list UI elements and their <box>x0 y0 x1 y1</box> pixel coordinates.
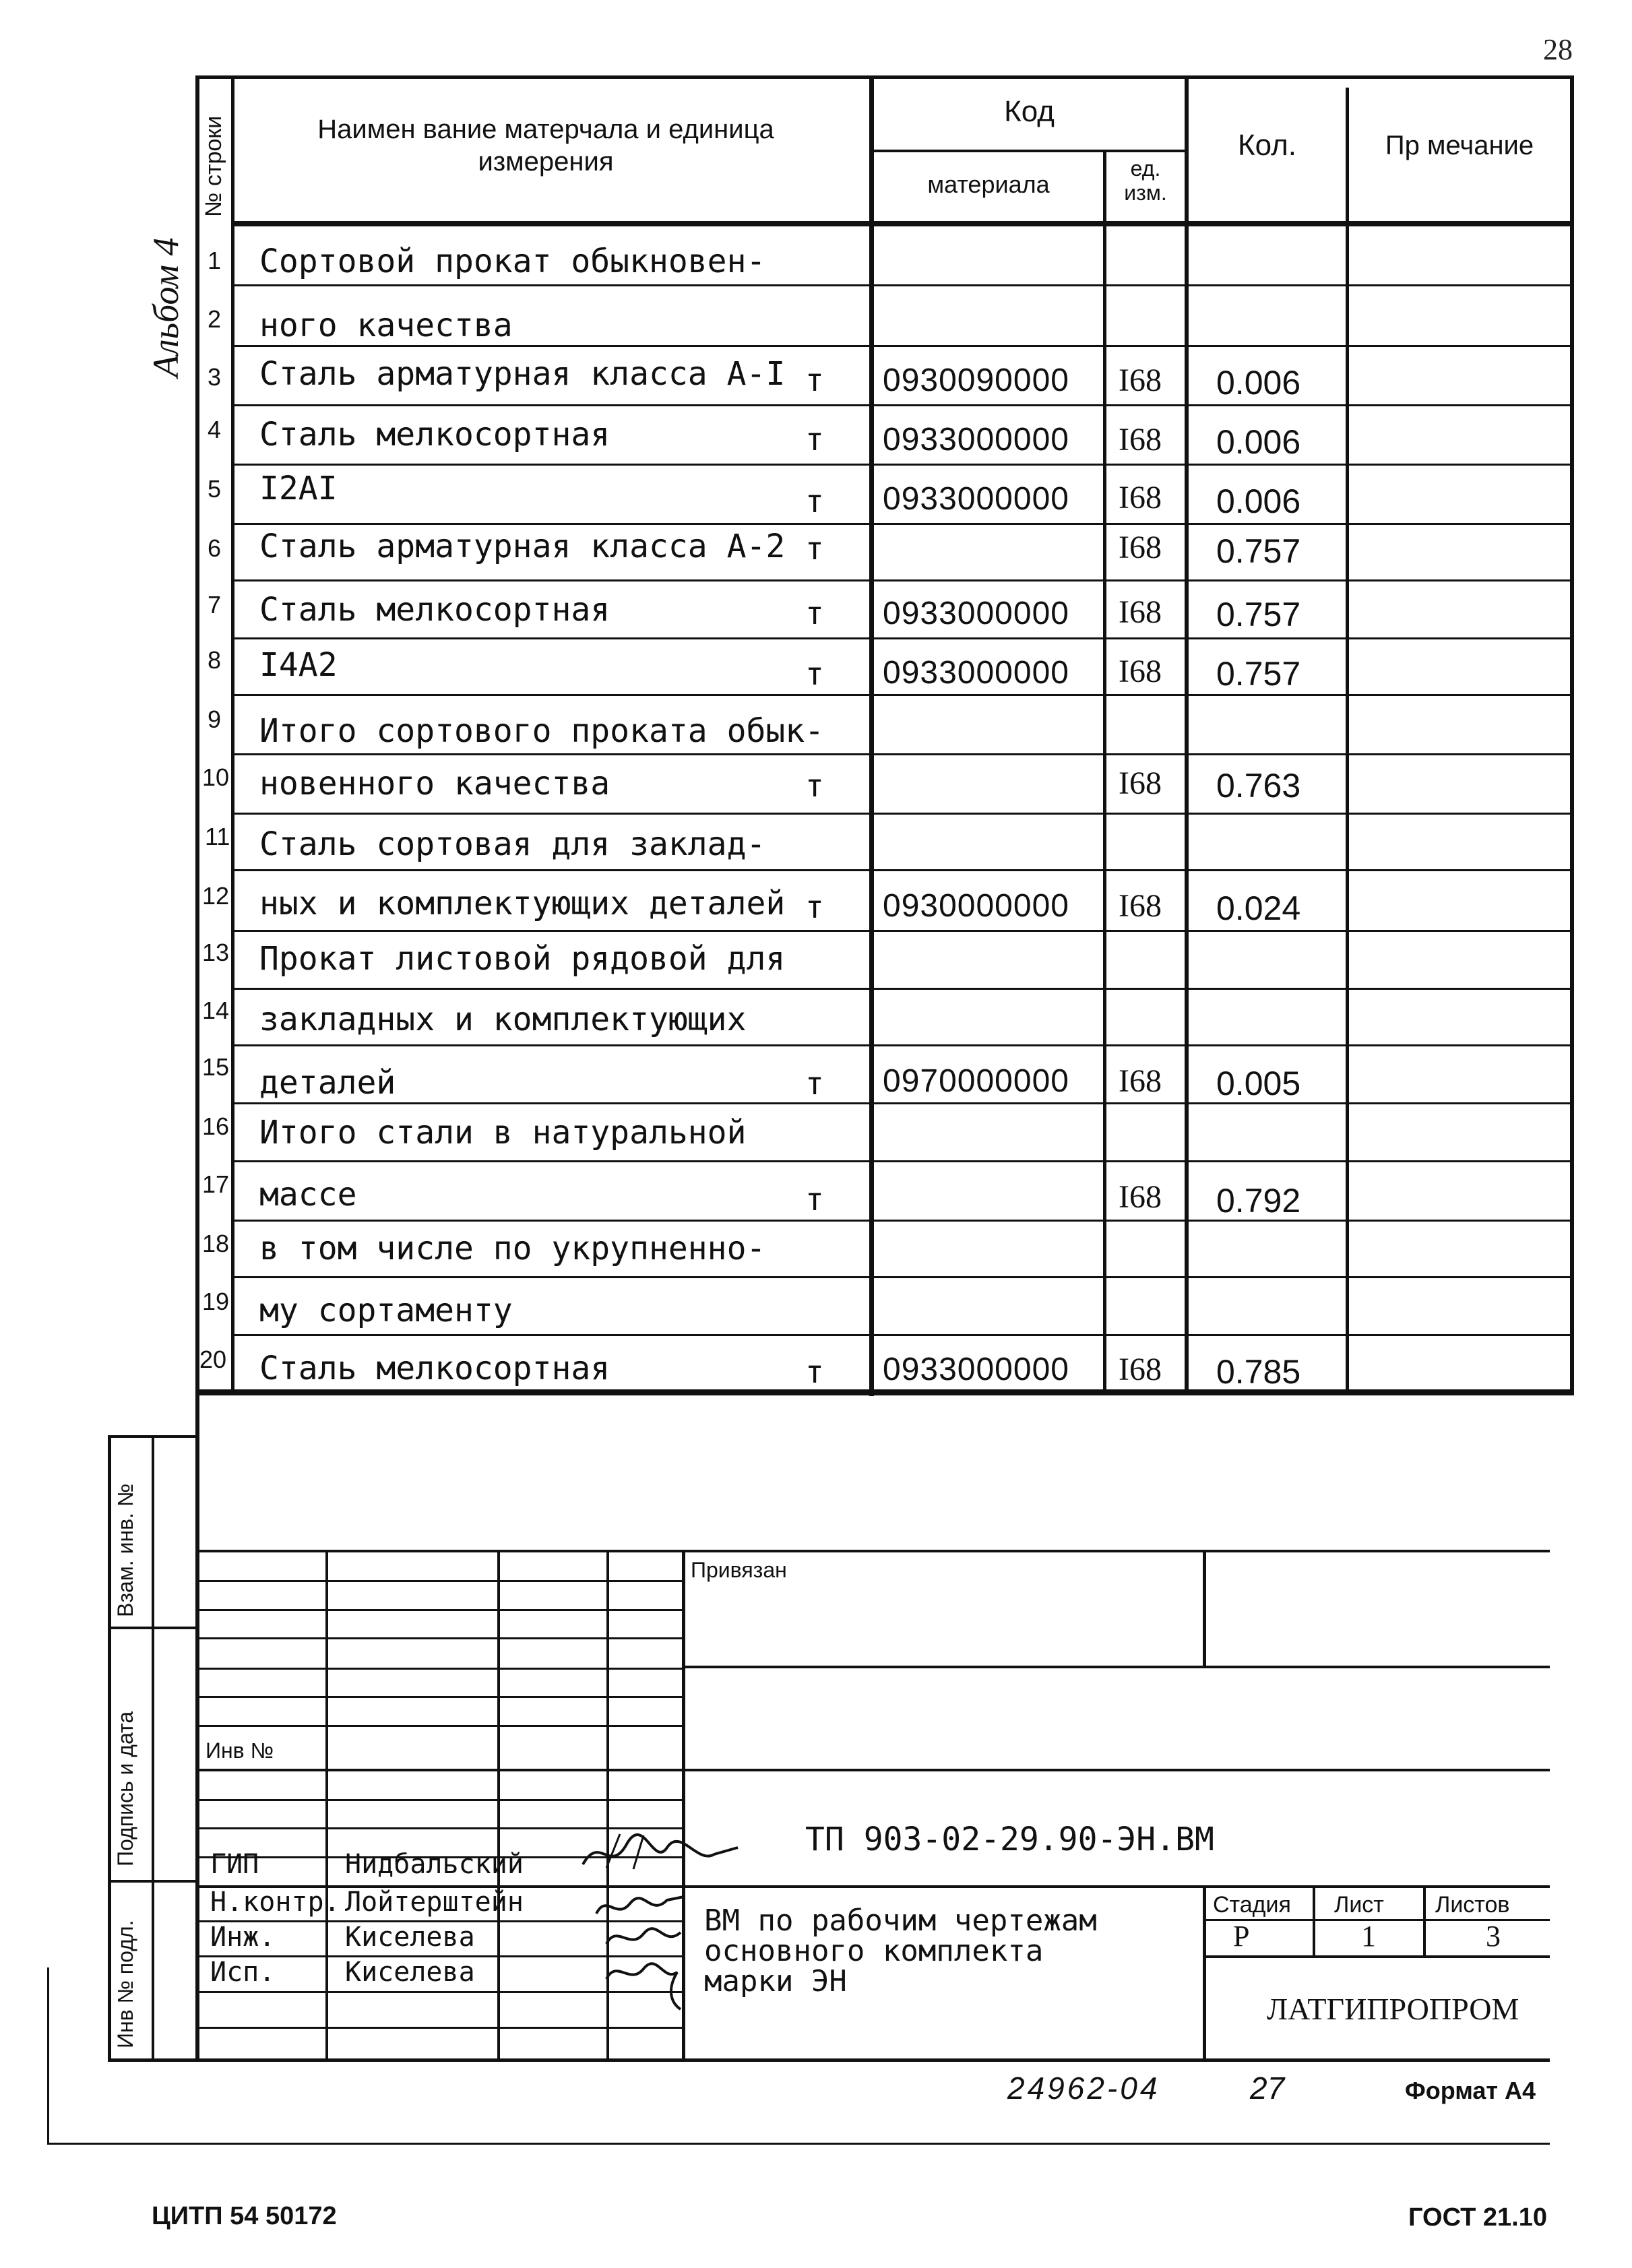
sheets-label: Листов <box>1435 1892 1510 1918</box>
unit-code: I68 <box>1119 765 1162 801</box>
footer-gost: ГОСТ 21.10 <box>1408 2203 1547 2232</box>
header-name: Наимен вание матерчала и единица измерения <box>317 115 774 177</box>
unit-code: I68 <box>1119 480 1162 515</box>
material-code: 0933000000 <box>883 1352 1069 1387</box>
unit-t: т <box>805 1065 824 1102</box>
material-code: 0933000000 <box>883 596 1069 631</box>
material-name: Сталь сортовая для заклад- <box>259 825 766 863</box>
unit-t: т <box>805 889 824 925</box>
row-number: 20 <box>199 1346 227 1373</box>
material-code: 0933000000 <box>883 422 1069 458</box>
material-code: 0930090000 <box>883 363 1069 398</box>
album-label: Альбом 4 <box>146 237 186 377</box>
unit-t: т <box>805 421 824 458</box>
row-number: 1 <box>208 247 222 274</box>
unit-t: т <box>805 595 824 631</box>
role-inzh: Инж. <box>210 1922 276 1953</box>
header-row-no: № строки <box>201 115 226 217</box>
name-inzh: Киселева <box>345 1922 475 1953</box>
quantity-value: 0.757 <box>1216 655 1301 693</box>
document-code: ТП 903-02-29.90-ЭН.ВМ <box>805 1821 1214 1858</box>
row-number: 8 <box>208 646 222 674</box>
row-number: 18 <box>202 1230 230 1257</box>
header-code-unit: ед. изм. <box>1124 156 1167 205</box>
quantity-value: 0.006 <box>1216 423 1301 461</box>
material-code: 0930000000 <box>883 888 1069 924</box>
material-name: ного качества <box>259 307 513 344</box>
privyazan-label: Привязан <box>691 1558 787 1582</box>
row-number: 17 <box>202 1170 230 1198</box>
name-gip: Нидбальский <box>345 1849 524 1880</box>
quantity-value: 0.006 <box>1216 364 1301 402</box>
material-name: ных и комплектующих деталей <box>259 885 786 922</box>
header-code-material: материала <box>927 170 1050 198</box>
material-name: Прокат листовой рядовой для <box>259 940 786 978</box>
row-number: 19 <box>202 1288 230 1315</box>
quantity-value: 0.757 <box>1216 532 1301 570</box>
unit-code: I68 <box>1119 1352 1162 1387</box>
footer-page: 27 <box>1250 2071 1285 2106</box>
material-name: деталей <box>259 1064 396 1102</box>
role-gip: ГИП <box>210 1849 259 1880</box>
row-number: 13 <box>202 939 230 966</box>
unit-code: I68 <box>1119 654 1162 689</box>
unit-t: т <box>805 1354 824 1390</box>
row-number: 3 <box>208 363 222 391</box>
row-number: 6 <box>208 534 222 562</box>
material-code: 0933000000 <box>883 655 1069 691</box>
row-number: 2 <box>208 305 222 333</box>
sheet-value: 1 <box>1361 1920 1376 1953</box>
material-name: Сталь мелкосортная <box>259 416 610 453</box>
quantity-value: 0.006 <box>1216 482 1301 520</box>
material-name: Сталь арматурная класса А-2 <box>259 528 786 565</box>
quantity-value: 0.785 <box>1216 1353 1301 1391</box>
footer-left-code: ЦИТП 54 50172 <box>152 2202 337 2230</box>
row-number: 4 <box>208 416 222 443</box>
description-line-3: марки ЭН <box>704 1964 847 1998</box>
footer-number: 24962-04 <box>1007 2071 1160 2106</box>
quantity-value: 0.792 <box>1216 1182 1301 1220</box>
unit-code: I68 <box>1119 888 1162 924</box>
row-number: 12 <box>202 882 230 910</box>
unit-code: I68 <box>1119 530 1162 565</box>
signature-gip <box>579 1827 741 1881</box>
unit-code: I68 <box>1119 422 1162 458</box>
corner-page-number: 28 <box>1543 33 1573 66</box>
unit-t: т <box>805 483 824 519</box>
header-quantity: Кол. <box>1237 129 1297 162</box>
organization-name: ЛАТГИПРОПРОМ <box>1267 1992 1519 2026</box>
material-code: 0970000000 <box>883 1063 1069 1099</box>
material-name: I4A2 <box>259 646 338 684</box>
unit-t: т <box>805 656 824 692</box>
unit-t: т <box>805 1181 824 1218</box>
row-number: 15 <box>202 1053 230 1081</box>
description-line-2: основного комплекта <box>704 1934 1044 1968</box>
unit-t: т <box>805 767 824 804</box>
material-code: 0933000000 <box>883 481 1069 517</box>
unit-code: I68 <box>1119 1063 1162 1099</box>
material-name: му сортаменту <box>259 1292 513 1329</box>
row-number: 7 <box>208 591 222 619</box>
row-number: 14 <box>202 997 230 1024</box>
unit-t: т <box>805 530 824 567</box>
unit-code: I68 <box>1119 363 1162 398</box>
inv-no-label: Инв № <box>206 1738 274 1763</box>
quantity-value: 0.763 <box>1216 767 1301 805</box>
material-name: массе <box>259 1176 357 1214</box>
quantity-value: 0.024 <box>1216 889 1301 927</box>
sheets-value: 3 <box>1486 1920 1501 1953</box>
unit-code: I68 <box>1119 1179 1162 1215</box>
sheet-label: Лист <box>1334 1892 1384 1918</box>
material-name: Сталь арматурная класса А-I <box>259 355 786 393</box>
quantity-value: 0.757 <box>1216 596 1301 633</box>
podpis-data-label: Подпись и дата <box>113 1711 137 1866</box>
material-name: Итого стали в натуральной <box>259 1114 747 1152</box>
stage-label: Стадия <box>1213 1892 1291 1918</box>
row-number: 10 <box>202 763 230 791</box>
description-line-1: ВМ по рабочим чертежам <box>704 1903 1097 1938</box>
header-note: Пр мечание <box>1385 131 1534 160</box>
header-code: Код <box>1004 95 1055 128</box>
material-name: закладных и комплектующих <box>259 1001 747 1038</box>
row-number: 16 <box>202 1112 230 1140</box>
material-name: I2AI <box>259 470 338 507</box>
vzam-inv-label: Взам. инв. № <box>113 1483 137 1617</box>
material-name: Итого сортового проката обык- <box>259 712 825 750</box>
material-name: Сталь мелкосортная <box>259 591 610 629</box>
footer-format: Формат А4 <box>1405 2077 1536 2104</box>
material-name: новенного качества <box>259 765 610 802</box>
role-n-kontr: Н.контр. <box>210 1887 340 1918</box>
unit-code: I68 <box>1119 594 1162 630</box>
material-name: Сталь мелкосортная <box>259 1350 610 1387</box>
row-number: 5 <box>208 475 222 503</box>
name-n-kontr: Лойтерштейн <box>345 1887 524 1918</box>
signature-isp <box>603 1955 684 2016</box>
unit-t: т <box>805 362 824 398</box>
signature-inzh <box>603 1920 684 1957</box>
role-isp: Исп. <box>210 1957 276 1988</box>
row-number: 9 <box>208 705 222 733</box>
row-number: 11 <box>205 823 230 850</box>
name-isp: Киселева <box>345 1957 475 1988</box>
quantity-value: 0.005 <box>1216 1065 1301 1102</box>
stage-value: Р <box>1233 1920 1250 1953</box>
material-name: Сортовой прокат обыкновен- <box>259 243 766 280</box>
material-name: в том числе по укрупненно- <box>259 1230 766 1267</box>
inv-podl-label: Инв № подл. <box>113 1920 137 2048</box>
